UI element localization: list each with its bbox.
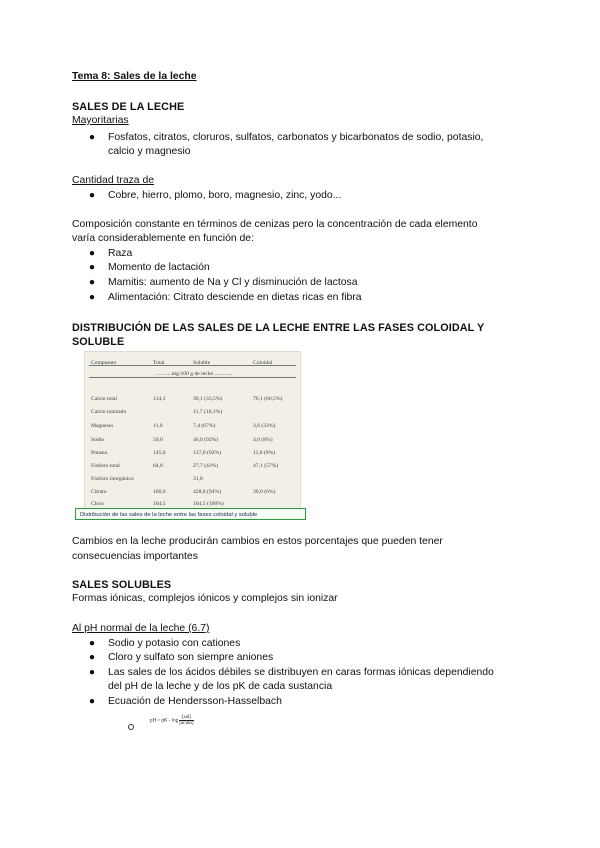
table-cell: Citrato — [91, 489, 107, 495]
bullet-icon: ● — [88, 262, 96, 273]
table-cell: 47,1 (57%) — [253, 463, 279, 469]
table-cell: Magnesio — [91, 423, 114, 429]
table-caption: Distribución de las sales de la leche entre las fases coloidal y soluble — [75, 508, 306, 520]
section-heading-distribucion-line2: SOLUBLE — [72, 336, 125, 348]
equation-denominator: [ácido] — [179, 721, 194, 726]
table-cell: 50,0 — [153, 437, 163, 443]
equation-fraction — [179, 715, 193, 726]
table-cell: 4,0 (8%) — [253, 437, 273, 443]
list-item: Cloro y sulfato son siempre aniones — [108, 652, 274, 663]
table-cell: 11,0 (8%) — [253, 450, 276, 456]
henderson-equation — [150, 715, 194, 726]
table-cell: Calcio ionizado — [91, 409, 127, 415]
table-cell: 27,7 (43%) — [193, 463, 219, 469]
list-item: Mamitis: aumento de Na y Cl y disminución de lactosa — [108, 277, 358, 288]
section-heading-solubles: SALES SOLUBLES — [72, 579, 172, 591]
table-cell: 76,1 (66,5%) — [253, 396, 283, 402]
table-cell: 11,7 (10,1%) — [193, 409, 223, 415]
table-row — [85, 472, 300, 480]
solubles-subtitle: Formas iónicas, complejos iónicos y complejos sin ionizar — [72, 593, 338, 604]
table-cell: 11,0 — [153, 423, 163, 429]
distribution-table — [84, 351, 301, 509]
table-header-row — [85, 356, 300, 364]
table-cell: 104,5 — [153, 501, 166, 507]
section-heading-sales: SALES DE LA LECHE — [72, 101, 185, 113]
table-cell: 145,0 — [153, 450, 166, 456]
page-title: Tema 8: Sales de la leche — [72, 71, 197, 82]
table-header-cell: Total — [153, 360, 165, 366]
table-unit-label: ............mg/100 g de leche.............. — [155, 371, 233, 377]
traza-label: Cantidad traza de — [72, 175, 155, 186]
equation-lhs: pH = pK - log — [150, 718, 179, 724]
table-cell: 137,0 (92%) — [193, 450, 221, 456]
table-row — [85, 405, 300, 413]
section-heading-distribucion: DISTRIBUCIÓN DE LAS SALES DE LA LECHE ENTRE LAS FASES COLOIDAL Y — [72, 322, 485, 334]
bullet-icon: ● — [88, 667, 96, 678]
table-rule — [89, 377, 296, 378]
table-header-cell: Soluble — [193, 360, 211, 366]
table-cell: 428,0 (94%) — [193, 489, 221, 495]
table-cell: 64,8 — [153, 463, 163, 469]
table-cell: 3,6 (33%) — [253, 423, 276, 429]
table-row — [85, 459, 300, 467]
sub-bullet-circle-icon — [128, 724, 134, 730]
table-rule — [89, 365, 296, 366]
table-row — [85, 433, 300, 441]
table-row — [85, 446, 300, 454]
table-cell: Fósforo inorgánico — [91, 476, 134, 482]
table-cell: 39,1 (33,5%) — [193, 396, 223, 402]
table-cell: Potasio — [91, 450, 108, 456]
list-item: Ecuación de Hendersson-Hasselbach — [108, 696, 282, 707]
list-item: Sodio y potasio con cationes — [108, 638, 241, 649]
list-item: Fosfatos, citratos, cloruros, sulfatos, carbonatos y bicarbonatos de sodio, potasio, — [108, 132, 484, 143]
table-cell: 46,0 (92%) — [193, 437, 219, 443]
list-item-continuation: calcio y magnesio — [108, 146, 191, 157]
table-row — [85, 392, 300, 400]
list-item: Alimentación: Citrato desciende en dietas ricas en fibra — [108, 292, 362, 303]
bullet-icon: ● — [88, 696, 96, 707]
mayoritarias-label: Mayoritarias — [72, 115, 129, 126]
table-cell: 114,3 — [153, 396, 166, 402]
list-item: Raza — [108, 248, 133, 259]
table-row — [85, 497, 300, 505]
bullet-icon: ● — [88, 292, 96, 303]
bullet-icon: ● — [88, 132, 96, 143]
list-item: Las sales de los ácidos débiles se distribuyen en caras formas iónicas dependiendo — [108, 667, 494, 678]
bullet-icon: ● — [88, 277, 96, 288]
equation-numerator: [sal] — [179, 715, 193, 721]
bullet-icon: ● — [88, 638, 96, 649]
table-cell: 104,5 (100%) — [193, 501, 224, 507]
bullet-icon: ● — [88, 190, 96, 201]
table-row — [85, 485, 300, 493]
table-cell: Cloro — [91, 501, 104, 507]
list-item: Cobre, hierro, plomo, boro, magnesio, zinc, yodo... — [108, 190, 342, 201]
table-cell: Fósforo total — [91, 463, 120, 469]
table-header-cell: Compuesto — [91, 360, 117, 366]
bullet-icon: ● — [88, 248, 96, 259]
ph-label: Al pH normal de la leche (6.7) — [72, 623, 210, 634]
note-text-line: Cambios en la leche producirán cambios en estos porcentajes que pueden tener — [72, 536, 443, 547]
list-item: Momento de lactación — [108, 262, 210, 273]
table-row — [85, 419, 300, 427]
table-header-cell: Coloidal — [253, 360, 273, 366]
table-cell: 160,0 — [153, 489, 166, 495]
table-cell: 7,4 (67%) — [193, 423, 216, 429]
note-text-line: consecuencias importantes — [72, 551, 198, 562]
bullet-icon: ● — [88, 652, 96, 663]
table-cell: Sodio — [91, 437, 105, 443]
composicion-text-line: Composición constante en términos de cenizas pero la concentración de cada elemento — [72, 219, 478, 230]
table-cell: Calcio total — [91, 396, 117, 402]
table-cell: 31,8 — [193, 476, 203, 482]
table-cell: 30,0 (6%) — [253, 489, 276, 495]
list-item-continuation: del pH de la leche y de los pK de cada sustancia — [108, 681, 333, 692]
composicion-text-line: varía considerablemente en función de: — [72, 233, 254, 244]
